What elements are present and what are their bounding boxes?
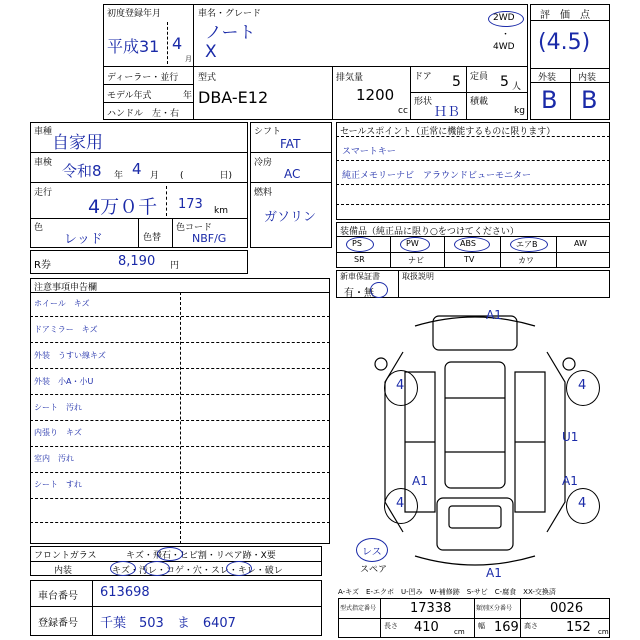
- cabin-outline: [445, 362, 505, 488]
- warranty-label: 新車保証書: [340, 272, 380, 281]
- first-reg-month: 4: [172, 34, 183, 53]
- rating-score: (4.5): [538, 30, 591, 55]
- reg-value: 千葉 503 ま 6407: [100, 616, 236, 631]
- class-value: 0026: [550, 601, 584, 616]
- divider: [30, 446, 330, 447]
- recycle-label: R券: [34, 260, 51, 271]
- drive-dot: ・: [501, 30, 511, 40]
- divider: [193, 4, 194, 66]
- divider: [30, 472, 330, 473]
- exterior-grade: B: [541, 86, 558, 114]
- divider: [30, 342, 330, 343]
- month-unit: 月: [185, 55, 192, 63]
- shape-value: ＨＢ: [434, 105, 461, 120]
- width-value: 169: [494, 620, 519, 635]
- mileage-sub: 173: [178, 197, 203, 212]
- reg-label: 登録番号: [38, 618, 78, 629]
- ac-label: 冷房: [254, 158, 273, 168]
- inspection-month: 4: [132, 160, 142, 178]
- type-value: DBA-E12: [198, 88, 269, 107]
- divider: [30, 606, 322, 607]
- mirror-right: [563, 358, 575, 370]
- divider: [398, 270, 399, 298]
- sales-points-title: セールスポイント（正常に機能するものに限ります）: [340, 127, 556, 137]
- inspection-month-unit: 月: [150, 171, 160, 181]
- purpose-label: 車種: [34, 127, 53, 137]
- mark-wheel-rl: 4: [396, 496, 405, 511]
- divider: [138, 218, 139, 248]
- drive-2wd: 2WD: [493, 13, 515, 23]
- divider: [336, 204, 610, 205]
- mark-right-u1: U1: [562, 430, 579, 444]
- equip-navi: ナビ: [408, 256, 424, 265]
- rear-window: [449, 506, 501, 528]
- exterior-label: 外装: [538, 73, 557, 83]
- equipment-title: 装備品（純正品に限り○をつけてください）: [340, 227, 519, 237]
- chassis-value: 613698: [100, 585, 150, 600]
- divider: [410, 92, 528, 93]
- dealer-label: ディーラー・並行: [107, 73, 179, 83]
- equip-tv: TV: [464, 255, 475, 264]
- color: レッド: [64, 232, 103, 247]
- mileage-unit: km: [214, 206, 228, 216]
- spare-label: スペア: [360, 565, 388, 575]
- handle-label: ハンドル 左・右: [107, 109, 180, 119]
- length-label: 長さ: [384, 622, 398, 630]
- interior-glass-options: キズ・汚レ・コゲ・穴・スレ・キレ・破レ: [112, 566, 283, 576]
- divider: [30, 394, 330, 395]
- load-label: 積載: [470, 97, 489, 107]
- inspection-day: ( 日): [180, 171, 233, 181]
- length-value: 410: [414, 620, 439, 635]
- note-line: 外装 小A・小U: [34, 377, 94, 386]
- divider: [103, 102, 193, 103]
- divider: [444, 236, 445, 268]
- mileage-main: 4万０千: [88, 196, 158, 218]
- note-line: シート 汚れ: [34, 403, 82, 412]
- divider: [466, 66, 467, 120]
- divider: [92, 580, 93, 636]
- divider: [166, 186, 167, 216]
- ac: AC: [284, 167, 301, 181]
- purpose: 自家用: [52, 133, 103, 153]
- divider: [30, 522, 330, 523]
- color-change-label: 色替: [143, 233, 162, 243]
- equip-leather: カワ: [518, 256, 534, 265]
- model-year-label: モデル年式: [107, 91, 152, 101]
- first-reg-label: 初度登録年月: [107, 9, 162, 19]
- sales-point: 純正メモリーナビ アラウンドビューモニター: [342, 171, 532, 181]
- displacement-value: 1200: [356, 86, 395, 104]
- divider: [180, 292, 181, 544]
- type-label: 型式: [198, 73, 217, 83]
- divider: [336, 136, 610, 137]
- capacity-value: 5: [500, 74, 509, 90]
- mileage-label: 走行: [34, 188, 53, 198]
- color-code-label: 色コード: [176, 223, 213, 233]
- mark-side-left: A1: [412, 474, 428, 488]
- manual-label: 取扱説明: [402, 272, 434, 281]
- mark-rear: A1: [486, 566, 502, 580]
- capacity-label: 定員: [470, 72, 489, 82]
- interior-circle-1: [110, 561, 136, 576]
- front-glass-circle: [157, 547, 183, 561]
- divider: [193, 66, 194, 120]
- width-label: 幅: [478, 622, 485, 630]
- shift: FAT: [280, 137, 301, 151]
- displacement-unit: cc: [398, 106, 408, 116]
- color-label: 色: [34, 223, 44, 233]
- warranty-options: 有・無: [344, 288, 374, 299]
- mirror-left: [375, 358, 387, 370]
- shift-label: シフト: [254, 127, 282, 137]
- height-value: 152: [566, 620, 591, 635]
- divider: [332, 66, 333, 120]
- front-glass-label: フロントガラス: [34, 551, 97, 561]
- divider: [520, 598, 521, 638]
- front-glass-options: キズ・飛石・ヒビ割・リペア跡・X要: [126, 551, 276, 561]
- rating-label: 評 価 点: [540, 10, 590, 21]
- divider: [250, 182, 332, 183]
- class-label: 類別区分番号: [476, 605, 513, 612]
- rear-bumper: [415, 556, 535, 565]
- equip-pw: PW: [406, 239, 419, 248]
- fuel-label: 燃料: [254, 188, 273, 198]
- divider: [103, 84, 193, 85]
- divider: [570, 68, 571, 120]
- interior-label: 内装: [578, 73, 597, 83]
- divider: [336, 184, 610, 185]
- divider: [380, 598, 381, 638]
- divider: [30, 182, 248, 183]
- divider: [30, 498, 330, 499]
- interior-circle-3: [226, 561, 252, 576]
- interior-grade: B: [581, 86, 598, 114]
- model-name-label: 車名・グレード: [198, 9, 262, 19]
- doors-label: ドア: [414, 72, 432, 82]
- divider: [30, 316, 330, 317]
- hood-outline: [433, 316, 517, 350]
- divider: [30, 368, 330, 369]
- color-code: NBF/G: [192, 232, 227, 245]
- mark-wheel-fl: 4: [396, 378, 405, 393]
- divider: [556, 236, 557, 268]
- equip-sr: SR: [354, 255, 365, 264]
- divider: [167, 22, 168, 64]
- note-line: シート すれ: [34, 480, 82, 489]
- mark-wheel-fr: 4: [578, 378, 587, 393]
- divider: [390, 236, 391, 268]
- damage-legend: A-キズ E-エクボ U-凹み W-補修跡 S-サビ C-腐食 XX-交換済: [338, 588, 556, 596]
- length-unit: cm: [454, 628, 465, 636]
- warranty-circle: [370, 282, 388, 298]
- inspection-year-unit: 年: [114, 171, 124, 181]
- mark-front: A1: [486, 308, 502, 322]
- grade: X: [205, 42, 217, 62]
- approval-value: 17338: [410, 601, 452, 616]
- shape-label: 形状: [414, 97, 433, 107]
- load-unit: kg: [514, 106, 525, 116]
- interior-circle-2: [144, 561, 170, 576]
- spare-mark: レス: [362, 547, 382, 558]
- model-name: ノート: [205, 23, 256, 43]
- divider: [30, 561, 322, 562]
- capacity-unit: 人: [512, 82, 522, 92]
- equip-aw: AW: [574, 239, 587, 248]
- divider: [500, 236, 501, 268]
- chassis-label: 車台番号: [38, 591, 78, 602]
- fuel: ガソリン: [264, 210, 317, 225]
- divider: [103, 66, 528, 67]
- note-line: 外装 うすい線キズ: [34, 351, 106, 360]
- equip-ps: PS: [352, 239, 362, 248]
- height-label: 高さ: [524, 622, 538, 630]
- note-line: 室内 汚れ: [34, 454, 74, 463]
- recycle-unit: 円: [170, 261, 180, 271]
- doors-value: 5: [452, 74, 461, 90]
- interior-glass-label: 内装: [54, 566, 73, 576]
- notes-title: 注意事項申告欄: [34, 283, 98, 293]
- height-unit: cm: [598, 628, 609, 636]
- approval-label: 型式指定番号: [340, 605, 377, 612]
- equip-airbag: エアB: [516, 240, 538, 249]
- note-line: ホイール キズ: [34, 299, 90, 308]
- mark-wheel-rr: 4: [578, 496, 587, 511]
- recycle-value: 8,190: [118, 254, 156, 269]
- divider: [336, 160, 610, 161]
- year-unit: 年: [183, 91, 193, 101]
- divider: [30, 420, 330, 421]
- note-line: ドアミラー キズ: [34, 325, 98, 334]
- divider: [250, 152, 332, 153]
- equip-abs: ABS: [460, 239, 476, 248]
- divider: [474, 598, 475, 638]
- drive-4wd: 4WD: [493, 42, 515, 52]
- first-reg-era: 平成31: [107, 37, 160, 56]
- inspection-era: 令和8: [62, 162, 102, 180]
- inspection-label: 車検: [34, 158, 53, 168]
- divider: [410, 66, 411, 120]
- mark-side-right: A1: [562, 474, 578, 488]
- divider: [336, 252, 610, 253]
- divider: [172, 218, 173, 248]
- sales-point: スマートキー: [342, 147, 396, 157]
- displacement-label: 排気量: [336, 73, 364, 83]
- note-line: 内張り キズ: [34, 428, 82, 437]
